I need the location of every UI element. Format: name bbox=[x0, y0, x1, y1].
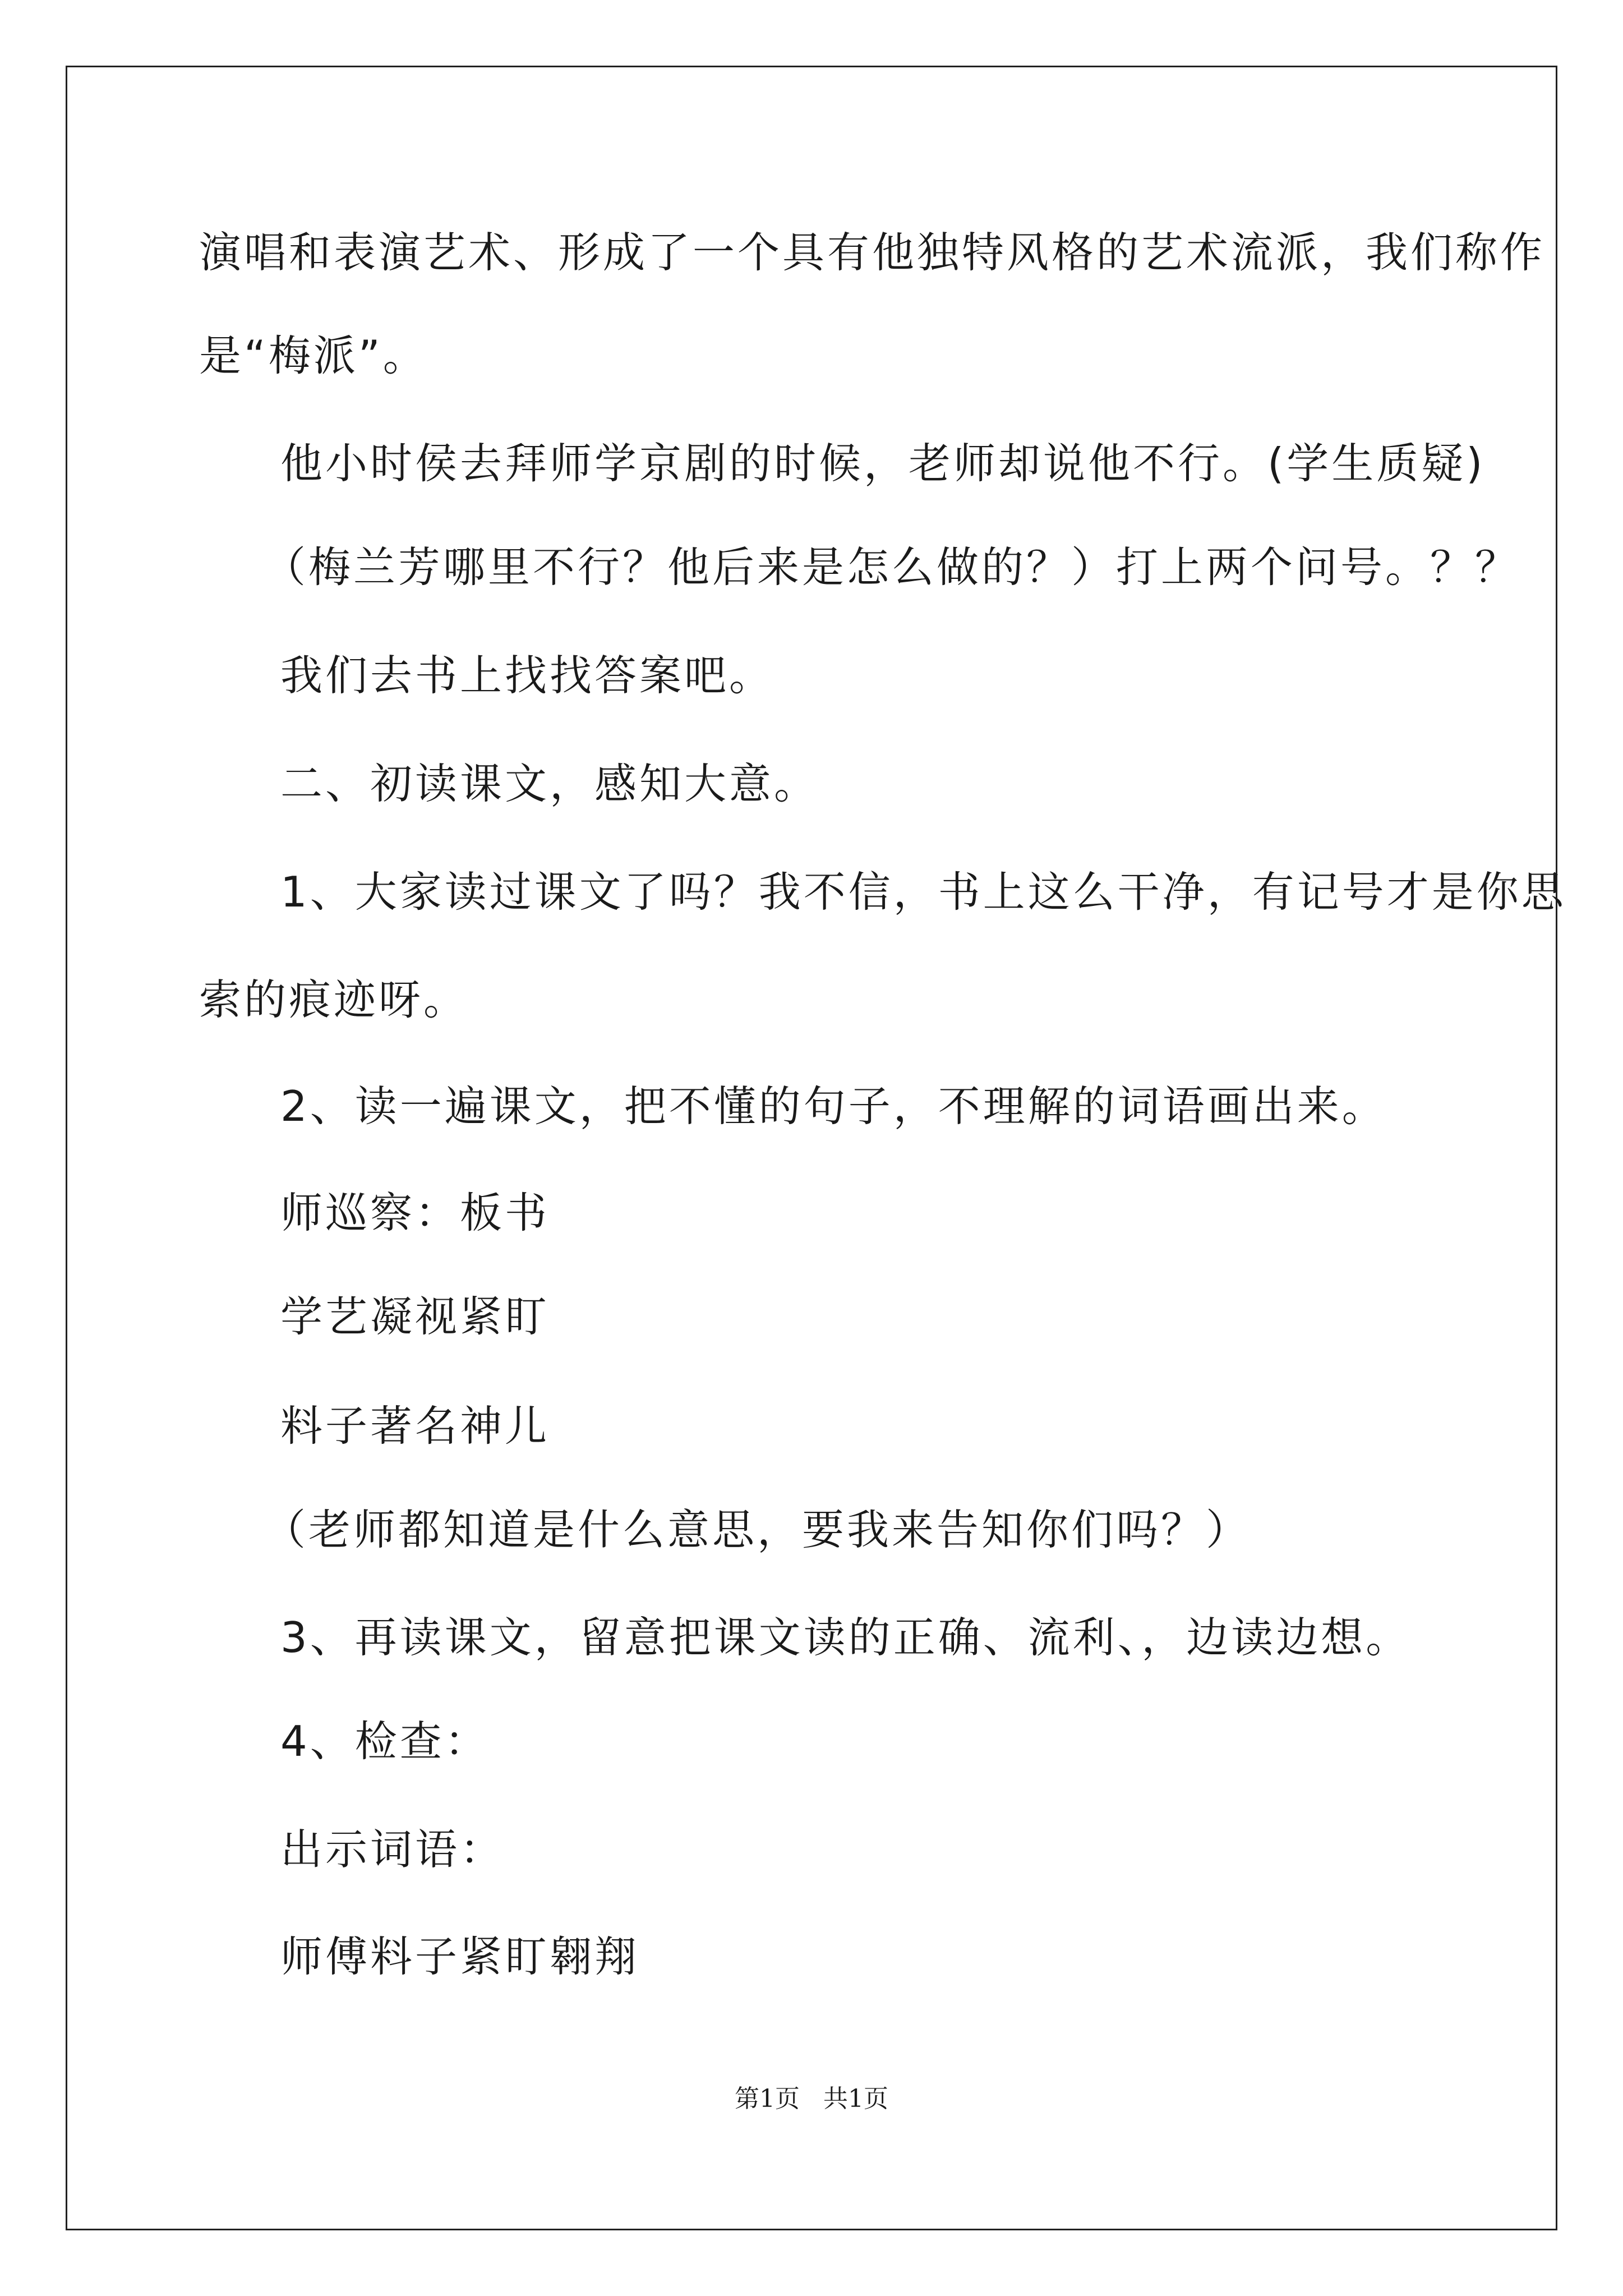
paragraph-line-13: （老师都知道是什么意思，要我来告知你们吗？） bbox=[264, 1505, 1251, 1554]
paragraph-line-10: 师巡察：板书 bbox=[280, 1188, 550, 1237]
paragraph-line-9: 2、读一遍课文，把不懂的句子，不理解的词语画出来。 bbox=[280, 1082, 1387, 1131]
paragraph-line-5: 我们去书上找找答案吧。 bbox=[280, 651, 774, 700]
paragraph-line-1: 演唱和表演艺术、形成了一个具有他独特风格的艺术流派，我们称作 bbox=[199, 228, 1546, 277]
paragraph-line-7: 1、大家读过课文了吗？我不信，书上这么干净，有记号才是你思 bbox=[280, 867, 1566, 917]
paragraph-line-8: 索的痕迹呀。 bbox=[199, 975, 469, 1024]
paragraph-line-2: 是“梅派”。 bbox=[199, 331, 428, 380]
paragraph-line-17: 师傅料子紧盯翱翔 bbox=[280, 1932, 640, 1981]
paragraph-line-14: 3、再读课文，留意把课文读的正确、流利、，边读边想。 bbox=[280, 1613, 1411, 1662]
section-heading: 二、初读课文，感知大意。 bbox=[280, 759, 819, 808]
paragraph-line-15: 4、检查： bbox=[280, 1717, 490, 1766]
paragraph-line-12: 料子著名神儿 bbox=[280, 1401, 550, 1451]
page-border bbox=[66, 66, 1557, 2230]
paragraph-line-3: 他小时侯去拜师学京剧的时候，老师却说他不行。(学生质疑) bbox=[280, 439, 1486, 488]
paragraph-line-4: （梅兰芳哪里不行？他后来是怎么做的？）打上两个问号。？？ bbox=[264, 542, 1520, 592]
paragraph-line-11: 学艺凝视紧盯 bbox=[280, 1292, 550, 1341]
page-number-footer: 第1页 共1页 bbox=[735, 2085, 888, 2113]
paragraph-line-16: 出示词语： bbox=[280, 1825, 505, 1874]
